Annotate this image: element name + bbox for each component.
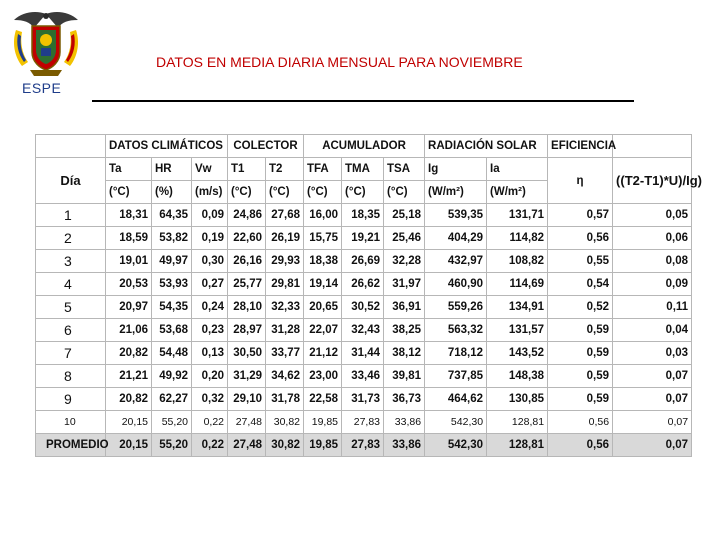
table-row [36,319,692,342]
value-cell: 28,10 [228,296,266,319]
value-cell: 32,43 [342,319,384,342]
group-climaticos: DATOS CLIMÁTICOS [106,135,228,158]
value-cell: 30,50 [228,342,266,365]
value-cell: 22,60 [228,227,266,250]
promedio-value: 19,85 [304,434,342,457]
table-body [36,204,692,457]
value-cell: 33,46 [342,365,384,388]
unit-vw: (m/s) [192,181,228,204]
day-cell: 2 [36,227,106,250]
promedio-value: 27,83 [342,434,384,457]
value-cell: 0,06 [613,227,692,250]
column-header-row [36,158,692,181]
value-cell: 20,15 [106,411,152,434]
value-cell: 737,85 [425,365,487,388]
value-cell: 26,62 [342,273,384,296]
col-vw: Vw [192,158,228,181]
value-cell: 53,82 [152,227,192,250]
value-cell: 49,97 [152,250,192,273]
value-cell: 18,38 [304,250,342,273]
value-cell: 0,59 [548,319,613,342]
table-row [36,273,692,296]
formula-header: ((T2-T1)*U)/Ig) [613,158,692,204]
value-cell: 0,52 [548,296,613,319]
value-cell: 22,07 [304,319,342,342]
value-cell: 27,68 [266,204,304,227]
value-cell: 20,65 [304,296,342,319]
coat-of-arms-icon [8,8,84,80]
value-cell: 0,03 [613,342,692,365]
value-cell: 31,78 [266,388,304,411]
value-cell: 0,07 [613,388,692,411]
value-cell: 15,75 [304,227,342,250]
blank-header-cell [613,135,692,158]
value-cell: 30,82 [266,411,304,434]
day-cell: 4 [36,273,106,296]
value-cell: 134,91 [487,296,548,319]
col-ia: Ia [487,158,548,181]
col-t1: T1 [228,158,266,181]
value-cell: 22,58 [304,388,342,411]
table-row [36,250,692,273]
col-ig: Ig [425,158,487,181]
day-cell: 9 [36,388,106,411]
col-eta: η [548,158,613,204]
value-cell: 53,93 [152,273,192,296]
day-cell: 1 [36,204,106,227]
value-cell: 23,00 [304,365,342,388]
day-cell: 6 [36,319,106,342]
table-row [36,227,692,250]
value-cell: 31,97 [384,273,425,296]
value-cell: 24,86 [228,204,266,227]
value-cell: 19,01 [106,250,152,273]
value-cell: 404,29 [425,227,487,250]
promedio-value: 0,22 [192,434,228,457]
value-cell: 0,30 [192,250,228,273]
group-header-row [36,135,692,158]
value-cell: 0,05 [613,204,692,227]
value-cell: 128,81 [487,411,548,434]
data-table [35,134,702,457]
value-cell: 33,86 [384,411,425,434]
title-underline [92,100,634,102]
value-cell: 38,25 [384,319,425,342]
value-cell: 49,92 [152,365,192,388]
value-cell: 16,00 [304,204,342,227]
unit-t2: (°C) [266,181,304,204]
value-cell: 0,23 [192,319,228,342]
value-cell: 18,35 [342,204,384,227]
value-cell: 464,62 [425,388,487,411]
value-cell: 31,29 [228,365,266,388]
day-cell: 3 [36,250,106,273]
value-cell: 53,68 [152,319,192,342]
unit-hr: (%) [152,181,192,204]
col-tfa: TFA [304,158,342,181]
promedio-value: 30,82 [266,434,304,457]
value-cell: 26,69 [342,250,384,273]
promedio-value: 0,07 [613,434,692,457]
value-cell: 0,09 [192,204,228,227]
value-cell: 25,77 [228,273,266,296]
value-cell: 0,07 [613,411,692,434]
day-cell: 8 [36,365,106,388]
group-colector: COLECTOR [228,135,304,158]
day-cell: 7 [36,342,106,365]
unit-ig: (W/m²) [425,181,487,204]
col-ta: Ta [106,158,152,181]
value-cell: 432,97 [425,250,487,273]
promedio-value: 128,81 [487,434,548,457]
value-cell: 20,82 [106,388,152,411]
day-cell: 5 [36,296,106,319]
value-cell: 32,28 [384,250,425,273]
value-cell: 148,38 [487,365,548,388]
group-acumulador: ACUMULADOR [304,135,425,158]
group-radiacion: RADIACIÓN SOLAR [425,135,548,158]
value-cell: 0,13 [192,342,228,365]
value-cell: 559,26 [425,296,487,319]
blank-header-cell [36,135,106,158]
value-cell: 131,57 [487,319,548,342]
value-cell: 34,62 [266,365,304,388]
value-cell: 0,22 [192,411,228,434]
value-cell: 26,19 [266,227,304,250]
value-cell: 21,06 [106,319,152,342]
value-cell: 0,59 [548,388,613,411]
value-cell: 0,59 [548,342,613,365]
col-tsa: TSA [384,158,425,181]
table-row [36,342,692,365]
value-cell: 27,48 [228,411,266,434]
value-cell: 0,09 [613,273,692,296]
value-cell: 0,08 [613,250,692,273]
value-cell: 64,35 [152,204,192,227]
value-cell: 0,24 [192,296,228,319]
value-cell: 19,14 [304,273,342,296]
logo-text: ESPE [22,80,62,96]
value-cell: 539,35 [425,204,487,227]
value-cell: 36,73 [384,388,425,411]
value-cell: 114,82 [487,227,548,250]
value-cell: 21,21 [106,365,152,388]
value-cell: 0,32 [192,388,228,411]
value-cell: 29,10 [228,388,266,411]
value-cell: 460,90 [425,273,487,296]
col-hr: HR [152,158,192,181]
value-cell: 31,73 [342,388,384,411]
table-row [36,296,692,319]
value-cell: 143,52 [487,342,548,365]
value-cell: 0,27 [192,273,228,296]
value-cell: 114,69 [487,273,548,296]
day-cell: 10 [36,411,106,434]
value-cell: 0,55 [548,250,613,273]
value-cell: 130,85 [487,388,548,411]
value-cell: 25,46 [384,227,425,250]
value-cell: 29,93 [266,250,304,273]
col-t2: T2 [266,158,304,181]
value-cell: 54,48 [152,342,192,365]
promedio-value: 0,56 [548,434,613,457]
value-cell: 38,12 [384,342,425,365]
value-cell: 33,77 [266,342,304,365]
page-title: DATOS EN MEDIA DIARIA MENSUAL PARA NOVIEMBRE [156,54,523,70]
value-cell: 30,52 [342,296,384,319]
value-cell: 27,83 [342,411,384,434]
value-cell: 32,33 [266,296,304,319]
value-cell: 0,57 [548,204,613,227]
value-cell: 108,82 [487,250,548,273]
col-tma: TMA [342,158,384,181]
value-cell: 54,35 [152,296,192,319]
promedio-value: 33,86 [384,434,425,457]
promedio-row [36,434,692,457]
value-cell: 21,12 [304,342,342,365]
value-cell: 31,44 [342,342,384,365]
value-cell: 0,20 [192,365,228,388]
value-cell: 718,12 [425,342,487,365]
dia-header: Día [36,158,106,204]
value-cell: 19,85 [304,411,342,434]
value-cell: 18,31 [106,204,152,227]
value-cell: 542,30 [425,411,487,434]
value-cell: 18,59 [106,227,152,250]
value-cell: 0,07 [613,365,692,388]
value-cell: 0,56 [548,411,613,434]
value-cell: 20,53 [106,273,152,296]
value-cell: 0,56 [548,227,613,250]
table-row [36,388,692,411]
value-cell: 20,97 [106,296,152,319]
value-cell: 563,32 [425,319,487,342]
value-cell: 26,16 [228,250,266,273]
promedio-value: 27,48 [228,434,266,457]
value-cell: 39,81 [384,365,425,388]
value-cell: 0,19 [192,227,228,250]
unit-t1: (°C) [228,181,266,204]
value-cell: 29,81 [266,273,304,296]
promedio-value: 542,30 [425,434,487,457]
promedio-label: PROMEDIO [36,434,106,457]
value-cell: 36,91 [384,296,425,319]
unit-tfa: (°C) [304,181,342,204]
espe-logo [8,8,84,98]
promedio-value: 55,20 [152,434,192,457]
value-cell: 55,20 [152,411,192,434]
group-eficiencia: EFICIENCIA [548,135,613,158]
table-row [36,365,692,388]
value-cell: 0,11 [613,296,692,319]
unit-tma: (°C) [342,181,384,204]
value-cell: 25,18 [384,204,425,227]
value-cell: 0,54 [548,273,613,296]
value-cell: 62,27 [152,388,192,411]
unit-ta: (°C) [106,181,152,204]
unit-tsa: (°C) [384,181,425,204]
value-cell: 0,59 [548,365,613,388]
value-cell: 131,71 [487,204,548,227]
value-cell: 20,82 [106,342,152,365]
value-cell: 31,28 [266,319,304,342]
unit-ia: (W/m²) [487,181,548,204]
table-row [36,204,692,227]
value-cell: 0,04 [613,319,692,342]
value-cell: 19,21 [342,227,384,250]
value-cell: 28,97 [228,319,266,342]
table-row [36,411,692,434]
promedio-value: 20,15 [106,434,152,457]
